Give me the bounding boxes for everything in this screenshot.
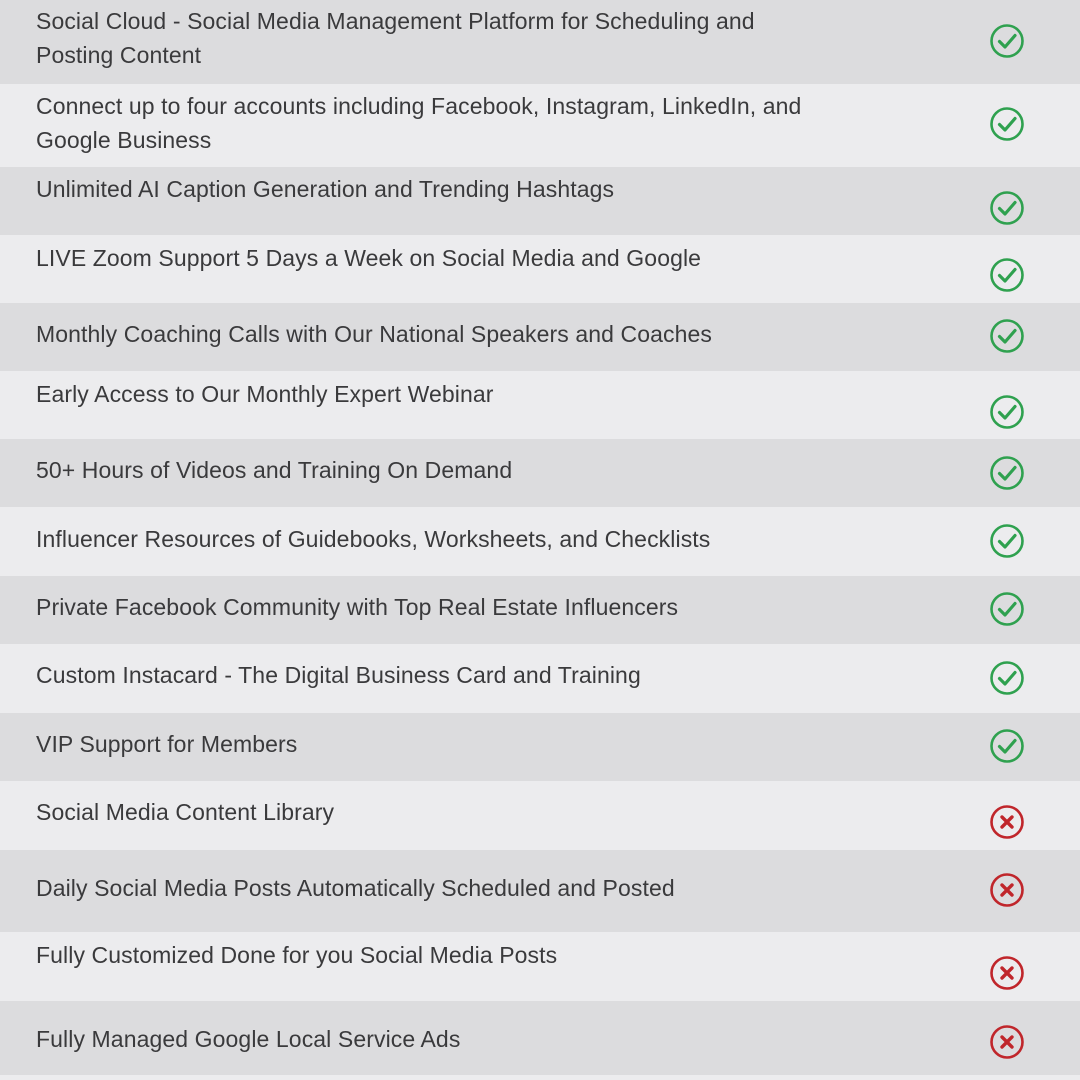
check-circle-icon bbox=[989, 455, 1025, 491]
x-circle-icon bbox=[989, 955, 1025, 991]
feature-label: VIP Support for Members bbox=[36, 731, 298, 757]
feature-row bbox=[0, 303, 1080, 371]
feature-row bbox=[0, 1001, 1080, 1075]
check-circle-icon bbox=[989, 660, 1025, 696]
feature-label: Monthly Coaching Calls with Our National Speakers and Coaches bbox=[36, 321, 712, 347]
feature-row bbox=[0, 507, 1080, 576]
feature-label: Fully Customized Done for you Social Media Posts bbox=[36, 942, 558, 968]
check-circle-icon bbox=[989, 257, 1025, 293]
check-circle-icon bbox=[989, 318, 1025, 354]
feature-row bbox=[0, 84, 1080, 167]
feature-row bbox=[0, 235, 1080, 303]
feature-row bbox=[0, 932, 1080, 1001]
check-circle-icon bbox=[989, 23, 1025, 59]
bottom-divider bbox=[0, 1075, 1080, 1080]
check-circle-icon bbox=[989, 106, 1025, 142]
feature-row bbox=[0, 713, 1080, 781]
feature-label: Custom Instacard - The Digital Business Card and Training bbox=[36, 662, 641, 688]
feature-row bbox=[0, 371, 1080, 439]
feature-row bbox=[0, 644, 1080, 713]
feature-row bbox=[0, 781, 1080, 850]
feature-label: Connect up to four accounts including Facebook, Instagram, LinkedIn, and Google Business bbox=[36, 93, 802, 153]
feature-label: Unlimited AI Caption Generation and Trending Hashtags bbox=[36, 176, 615, 202]
feature-label: LIVE Zoom Support 5 Days a Week on Social Media and Google bbox=[36, 245, 702, 271]
feature-row bbox=[0, 439, 1080, 507]
x-circle-icon bbox=[989, 1024, 1025, 1060]
check-circle-icon bbox=[989, 394, 1025, 430]
check-circle-icon bbox=[989, 728, 1025, 764]
feature-row bbox=[0, 0, 1080, 84]
feature-label: Influencer Resources of Guidebooks, Worksheets, and Checklists bbox=[36, 526, 711, 552]
check-circle-icon bbox=[989, 591, 1025, 627]
feature-label: Private Facebook Community with Top Real Estate Influencers bbox=[36, 594, 679, 620]
x-circle-icon bbox=[989, 872, 1025, 908]
feature-row bbox=[0, 576, 1080, 644]
feature-label: Social Cloud - Social Media Management Platform for Scheduling and Posting Content bbox=[36, 8, 755, 68]
feature-label: Early Access to Our Monthly Expert Webinar bbox=[36, 381, 494, 407]
check-circle-icon bbox=[989, 523, 1025, 559]
feature-row bbox=[0, 167, 1080, 235]
check-circle-icon bbox=[989, 190, 1025, 226]
x-circle-icon bbox=[989, 804, 1025, 840]
feature-label: Fully Managed Google Local Service Ads bbox=[36, 1026, 461, 1052]
feature-label: Social Media Content Library bbox=[36, 799, 335, 825]
feature-row bbox=[0, 850, 1080, 932]
feature-label: Daily Social Media Posts Automatically Scheduled and Posted bbox=[36, 875, 675, 901]
feature-label: 50+ Hours of Videos and Training On Demand bbox=[36, 457, 513, 483]
